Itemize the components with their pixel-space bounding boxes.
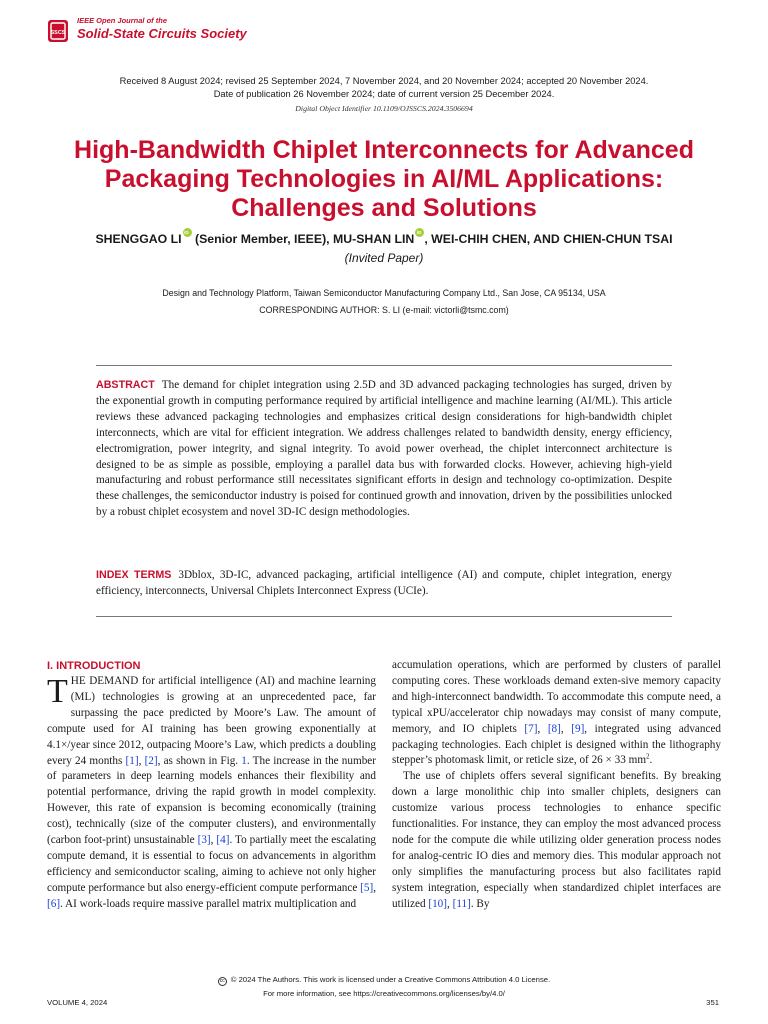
publication-dates: Date of publication 26 November 2024; date of current version 25 December 2024. [213,89,555,99]
citation-link[interactable]: [11] [452,897,471,910]
svg-text:SSCS: SSCS [50,30,66,36]
affiliation: Design and Technology Platform, Taiwan Semiconductor Manufacturing Company Ltd., San Jose, CA 95134, USA [162,288,606,298]
orcid-icon[interactable] [415,228,424,237]
corresponding-author: CORRESPONDING AUTHOR: S. LI (e-mail: victorli@tsmc.com) [259,305,509,315]
page-number: 351 [706,998,719,1007]
creative-commons-icon: cc [219,978,225,984]
journal-name: Solid-State Circuits Society [77,26,247,41]
paper-type: (Invited Paper) [344,251,424,265]
journal-subtitle: IEEE Open Journal of the [77,16,168,25]
paragraph: THE DEMAND for artificial intelligence (AI) and machine learning (ML) technologies is growing at an unprecedented pace, far surpassing the pace predicted by Moore’s Law. The amount of compute used for AI training has been growing exponentially at 4.1×/year since 2012, outpacing Moore’s Law, which predicts a doubling every 24 months [1], [2], as shown in Fig. 1. The increase in the number of parameters in deep learning models enhances their flexibility and potential performance, driving the rapid growth in model complexity. However, this rate of expansion is becoming economically (training cost), technically (size of the computer clusters), and environmentally (carbon foot-print) unsustainable [3], [4]. To partially meet the escalating compute demand, it is essential to focus on advancements in algorithm efficiency and semiconductor scaling, aiming to achieve not only higher compute performance but also energy-efficient compute performance [5], [6]. AI work-loads require massive parallel matrix multiplication and [47,673,377,910]
superscript: 2 [646,752,650,761]
author-list [0,228,768,246]
citation-link[interactable]: [3] [197,834,211,847]
citation-link[interactable]: [6] [47,897,61,910]
doi-line: Digital Object Identifier 10.1109/OJSSCS.2024.3506694 [295,104,473,113]
citation-link[interactable]: [9] [571,722,585,735]
sscs-logo-icon [47,19,69,43]
section-heading: I. INTRODUCTION [47,660,141,672]
abstract-label: ABSTRACT [96,379,155,391]
citation-link[interactable]: [8] [547,722,561,735]
citation-link[interactable]: [2] [144,754,158,767]
volume-info: VOLUME 4, 2024 [47,998,108,1007]
license-link[interactable]: For more information, see https://creativecommons.org/licenses/by/4.0/ [263,989,505,998]
citation-link[interactable]: [5] [360,881,374,894]
citation-link[interactable]: [1] [125,754,139,767]
author-names-rest: , WEI-CHIH CHEN, AND CHIEN-CHUN TSAI [424,232,673,246]
text-column-right [392,658,721,913]
abstract [96,378,672,521]
abstract-text: The demand for chiplet integration using 2.5D and 3D advanced packaging technologies has surged, driven by the exponential growth in computing performance required by artificial intelligence and machine learning (AI/ML). This article reviews these advanced packaging technologies and emphasizes critical design considerations for high-bandwidth chiplet interconnects, which are vital for efficient integration. We address challenges related to bandwidth density, energy efficiency, electromigration, power integrity, and signal integrity. To avoid power overhead, the chiplet interconnect architecture is designed to be as simple as possible, employing a parallel data bus with forwarded clocks. However, achieving high-yield manufacturing and robust performance still necessitates significant efforts in design and technology co-optimization. Despite these challenges, the semiconductor industry is poised for continued growth and innovation, driven by the possibilities unlocked by a robust chiplet ecosystem and novel 3D-IC design methodologies. [96,379,672,519]
orcid-icon[interactable] [183,228,192,237]
index-terms [96,568,672,600]
received-dates: Received 8 August 2024; revised 25 September 2024, 7 November 2024, and 20 November 2024; accepted 20 November 2024. [119,76,649,86]
paragraph: accumulation operations, which are performed by clusters of parallel computing cores. These workloads demand exten-sive memory capacity and high-interconnect bandwidth. To accommodate this compute need, a typical xPU/accelerator chip nowadays may consist of many compute, memory, and IO chiplets [7], [8], [9], integrated using advanced packaging technologies. Each chiplet is designed within the lithography stepper’s photomask limit, or reticle size, of 26 × 33 $mm^2$. [392,659,722,767]
citation-link[interactable]: [10] [428,897,447,910]
citation-link[interactable]: [4] [216,834,230,847]
author-note: (Senior Member, IEEE), MU-SHAN LIN [191,232,415,246]
license-notice: cc © 2024 The Authors. This work is licensed under a Creative Commons Attribution 4.0 License. [219,975,551,984]
text-column-left [47,658,376,913]
figure-link[interactable]: 1 [241,754,247,767]
citation-link[interactable]: [7] [524,722,538,735]
paper-title: High-Bandwidth Chiplet Interconnects for Advanced Packaging Technologies in AI/ML Applications: Challenges and Solutions [74,136,694,222]
paragraph: The use of chiplets offers several significant benefits. By breaking down a large monolithic chip into smaller chiplets, designers can customize various process technologies to enhance specific functionalities. For instance, they can employ the most advanced process node for the compute die while utilizing older generation process nodes for analog-centric IO dies and memory dies. This modular approach not only simplifies the manufacturing process but also facilitates rapid system integration, especially when standardized chiplet interfaces are utilized [10], [11]. By [392,770,721,910]
index-terms-text: 3Dblox, 3D-IC, advanced packaging, artificial intelligence (AI) and compute, chiplet integration, energy efficiency, interconnects, Universal Chiplets Interconnect Express (UCIe). [96,569,672,597]
index-terms-label: INDEX TERMS [96,569,172,581]
author-name: SHENGGAO LI [95,232,182,246]
divider [96,365,672,366]
drop-cap: T [47,673,68,710]
journal-header [47,13,347,45]
divider [96,616,672,617]
